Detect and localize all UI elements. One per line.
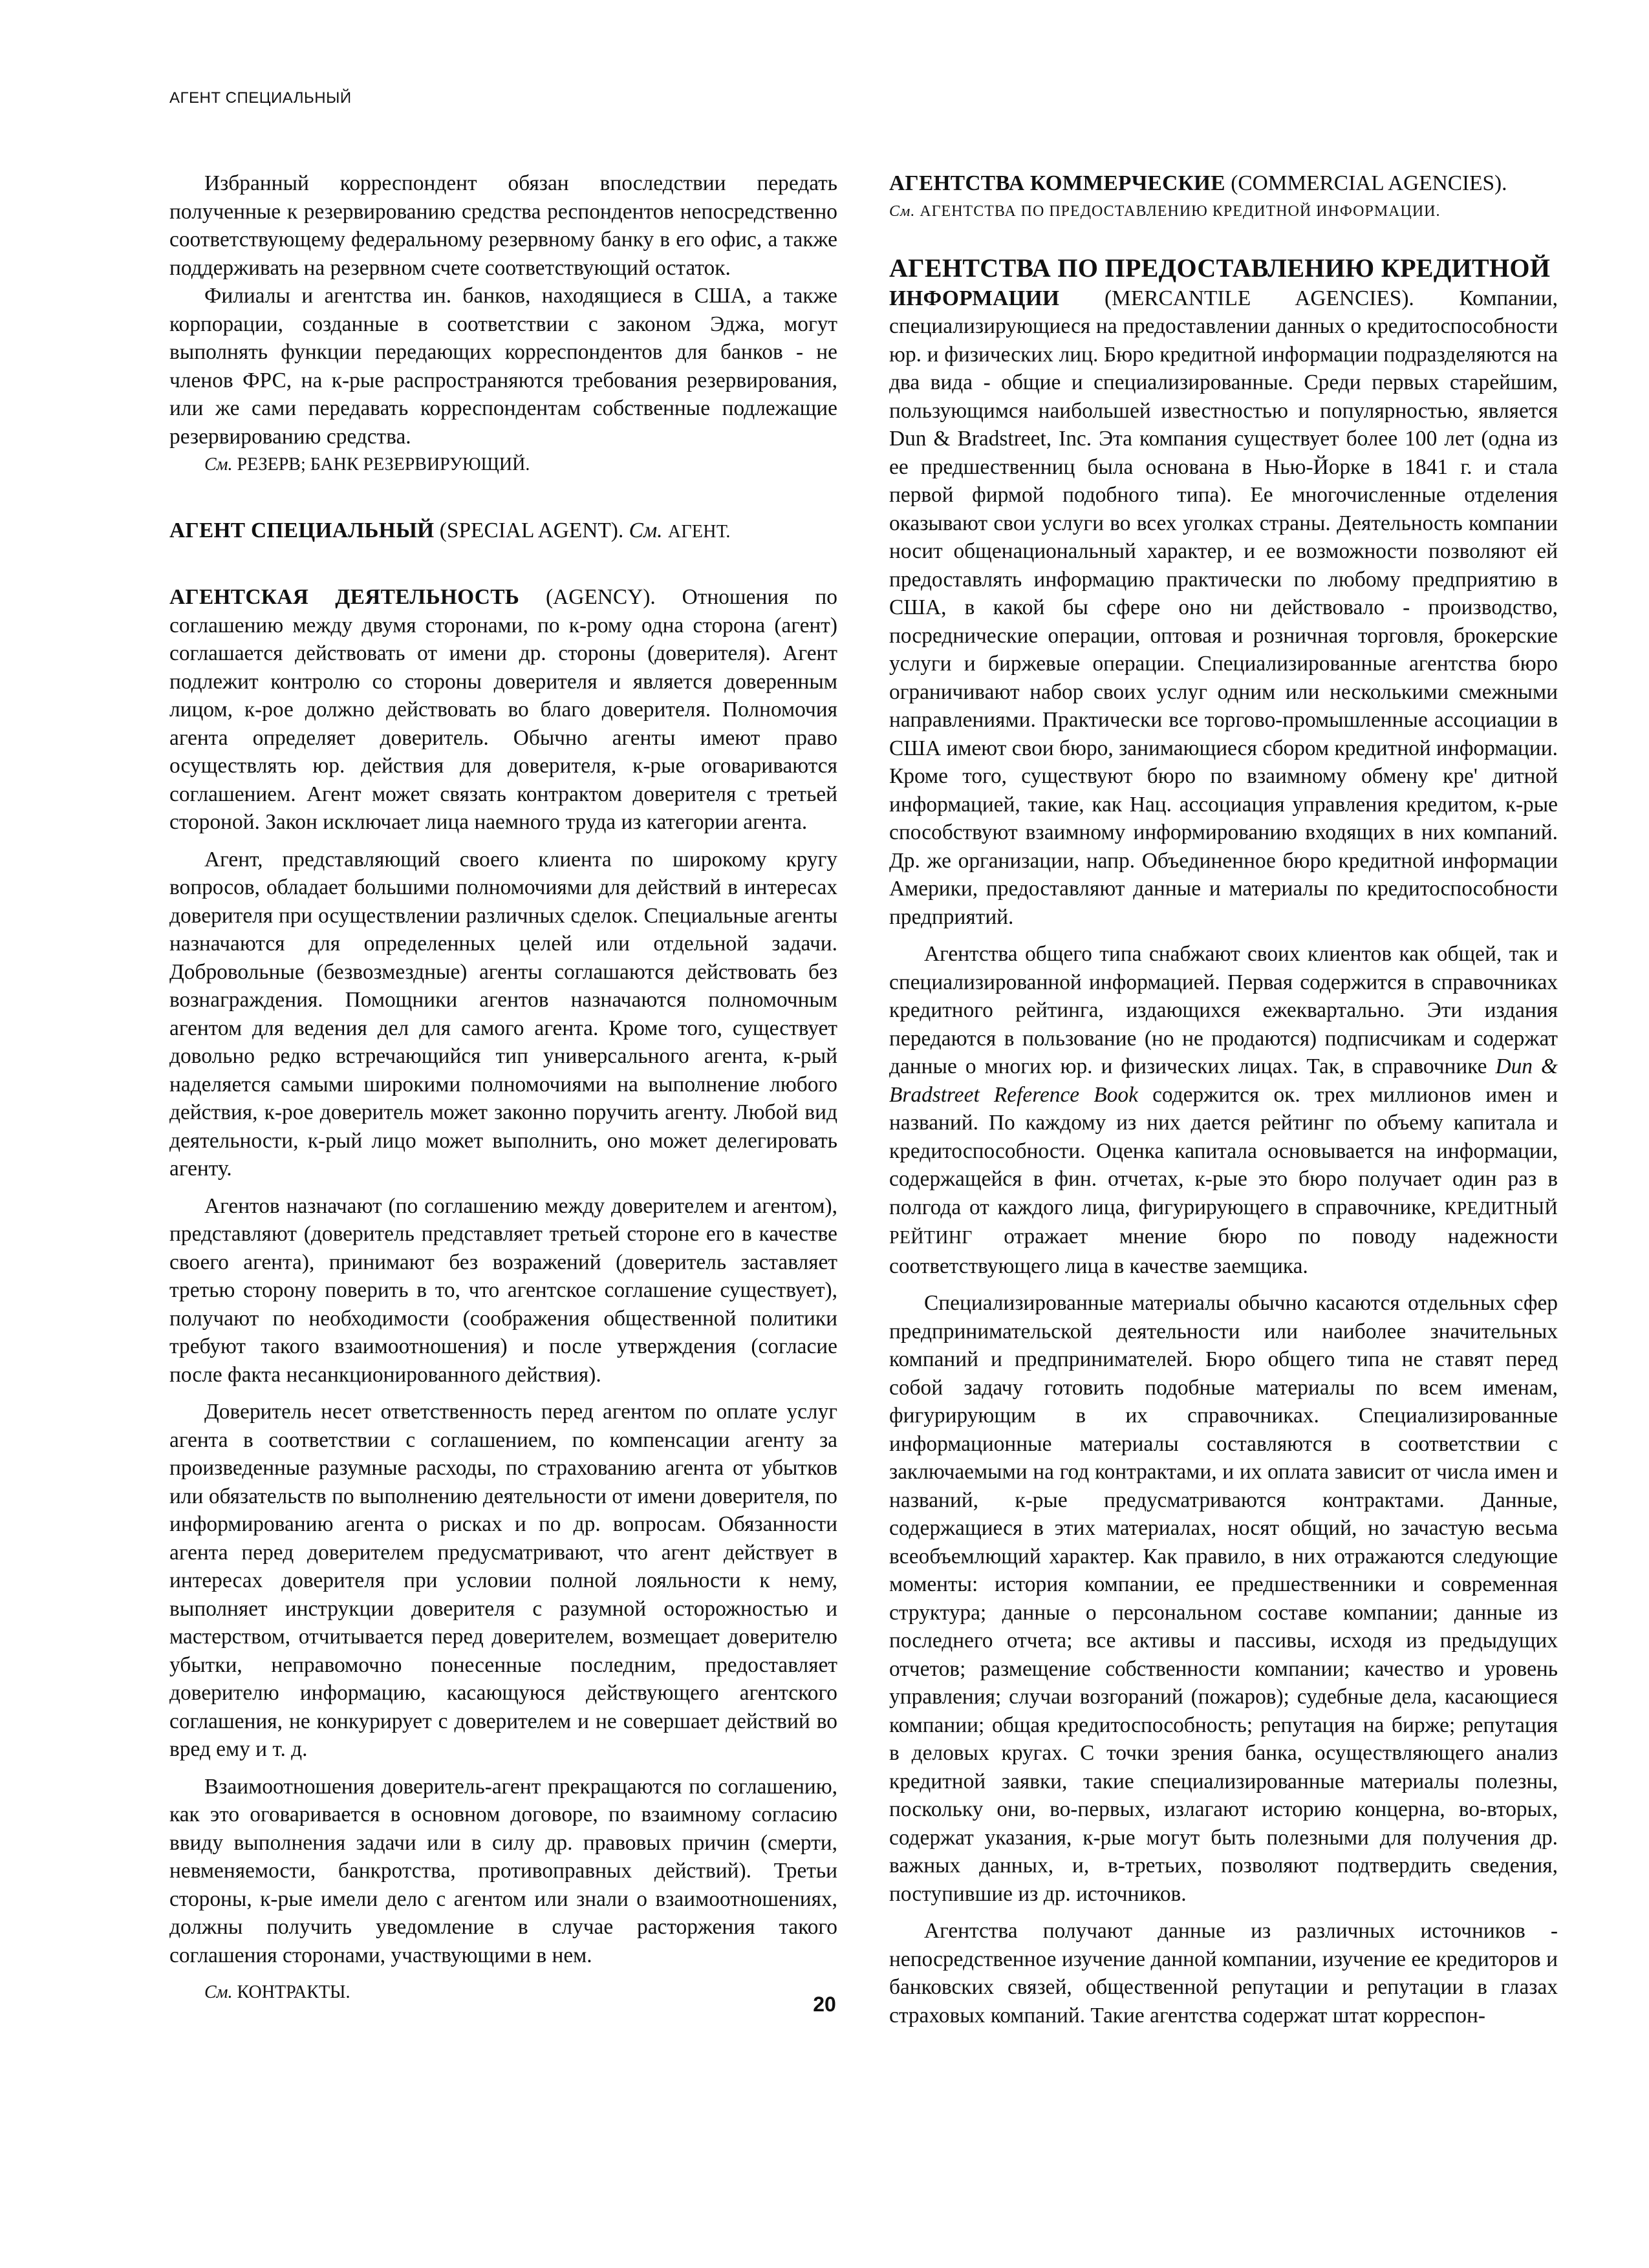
right-column (889, 169, 1558, 2029)
text-segment: содержится ок. трех миллионов имен и названий. По каждому из них дается рейтинг по объему капитала и кредитоспособности. Оценка капитала основывается на информации, содержащейся в фин. отчетах, к-рые это бюро получает один раз в полгода от каждого лица, фигурирующего в справочнике, (889, 1082, 1558, 1219)
paragraph-appointment: Агентов назначают (по соглашению между доверителем и агентом), представляют (доверитель представляет третьей стороне его в качестве своего агента), принимают без возражений (доверитель заставляет третью сторону поверить в то, что агентское соглашение существует), получают по необходимости (соображения общественной политики требуют такого взаимоотношения) и после утверждения (согласие после факта несанкционированного действия). (169, 1193, 837, 1387)
see-target: РЕЗЕРВ; БАНК РЕЗЕРВИРУЮЩИЙ. (237, 455, 530, 475)
left-column (169, 169, 837, 2007)
english-term: (SPECIAL AGENT). (439, 518, 624, 542)
headword: АГЕНТСКАЯ ДЕЯТЕЛЬНОСТЬ (169, 585, 520, 609)
paragraph-branches: Филиалы и агентства ин. банков, находящиеся в США, а также корпорации, созданные в соответствии с законом Эджа, могут выполнять функции передающих корреспондентов для банков - не членов ФРС, на к-рые распространяются требования резервирования, или же сами передавать корреспондентам собственные подлежащие резервированию средства. (169, 284, 837, 449)
paragraph-termination: Взаимоотношения доверитель-агент прекращаются по соглашению, как это оговаривается в основном договоре, по взаимному согласию ввиду выполнения задачи или в силу др. правовых причин (смерти, невменяемости, банкротства, противоправных действий). Третьи стороны, к-рые имели дело с агентом или знали о взаимоотношениях, должны получить уведомление в случае расторжения такого соглашения сторонами, участвующими в нем. (169, 1774, 837, 1967)
english-term: (COMMERCIAL AGENCIES). (1231, 171, 1507, 195)
entry-mercantile-agencies (889, 254, 1558, 931)
paragraph-sources: Агентства получают данные из различных источников - непосредственное изучение данной компании, изучение ее кредиторов и банковских связей, общественной репутации и репутации в глазах страховых компаний. Такие агентства содержат штат корреспон- (889, 1919, 1558, 2027)
paragraph-specialized-materials: Специализированные материалы обычно касаются отдельных сфер предпринимательской деятельности или наиболее значительных компаний и предпринимателей. Бюро общего типа не ставят перед собой задачу готовить подобные материалы по всем именам, фигурирующим в их справочниках. Специализированные информационные материалы составляются в соответствии с заключаемыми на год контрактами, и их оплата зависит от числа имен и названий, к-рые предусматриваются контрактами. Данные, содержащиеся в этих материалах, носят общий, но зачастую весьма всеобъемлющий характер. Как правило, в них отражаются следующие моменты: история компании, ее предшественники и современная структура; данные о персональном составе компании; данные из последнего отчета; все активы и пассивы, исходя из предыдущих отчетов; размещение собственности компании; качество и уровень управления; случаи возгораний (пожаров); судебные дела, касающиеся компании; общая кредитоспособность; репутация на бирже; репутация в деловых кругах. С точки зрения банка, осуществляющего анализ кредитной заявки, такие специализированные материалы полезны, поскольку они, во-первых, излагают историю концерна, во-вторых, содержат указания, к-рые могут быть полезными для получения др. важных данных, и, в-третьих, позволяют подтвердить сведения, поступившие из др. источников. (889, 1291, 1558, 1906)
page-number: 20 (813, 1993, 836, 2016)
see-target: КОНТРАКТЫ. (237, 1982, 350, 2002)
headword: АГЕНТ СПЕЦИАЛЬНЫЙ (169, 518, 435, 542)
entry-agency (169, 583, 837, 837)
see-label: См. (629, 518, 663, 542)
entry-special-agent (169, 517, 837, 546)
running-head: АГЕНТ СПЕЦИАЛЬНЫЙ (169, 89, 352, 107)
english-term: (AGENCY). (546, 585, 656, 609)
cross-reference-reserve (169, 451, 837, 479)
see-label: См. (204, 1982, 233, 2002)
cross-reference-credit-info (889, 198, 1558, 226)
definition: Компании, специализирующиеся на предоставлении данных о кредитоспособности юр. и физических лиц. Бюро кредитной информации подразделяются на два вида - общие и специализированные. Среди первых старейшим, пользующимся наибольшей известностью и популярностью, является Dun & Bradstreet, Inc. Эта компания существует более 100 лет (одна из ее предшественниц была основана в Нью-Йорке в 1841 г. и стала первой фирмой подобного типа). Ее многочисленные отделения оказывают свои услуги во всех уголках страны. Деятельность компании носит общенациональный характер, и ее возможности позволяют ей предоставлять информацию практически по любому предприятию в США, в какой бы сфере оно ни действовало - производство, посреднические операции, оптовая и розничная торговля, брокерские услуги и биржевые операции. Специализированные агентства бюро ограничивают набор своих услуг одним или несколькими смежными направлениями. Практически все торгово-промышленные ассоциации в США имеют свои бюро, занимающиеся сбором кредитной информации. Кроме того, существуют бюро по взаимному обмену кре' дитной информацией, такие, как Нац. ассоциация управления кредитом, к-рые способствуют взаимному информированию входящих в них компаний. Др. же организации, напр. Объединенное бюро кредитной информации Америки, предоставляют данные и материалы по кредитоспособности предприятий. (889, 286, 1558, 929)
headword-line-1: АГЕНТСТВА ПО ПРЕДОСТАВЛЕНИЮ КРЕДИТНОЙ (889, 253, 1551, 283)
english-term: (MERCANTILE AGENCIES). (1105, 286, 1414, 310)
see-target: АГЕНТСТВА ПО ПРЕДОСТАВЛЕНИЮ КРЕДИТНОЙ ИНФОРМАЦИИ. (920, 202, 1441, 220)
see-target: АГЕНТ. (667, 521, 731, 542)
paragraph-agent-types: Агент, представляющий своего клиента по широкому кругу вопросов, обладает большими полномочиями для действий в интересах доверителя при осуществлении различных сделок. Специальные агенты назначаются для определенных целей или отдельной задачи. Добровольные (безвозмездные) агенты соглашаются действовать без вознаграждения. Помощники агентов назначаются полномочным агентом для ведения дел для самого агента. Кроме того, существует довольно редко встречающийся тип универсального агента, к-рый наделяется самыми широкими полномочиями на выполнение любого действия, к-рое доверитель может законно поручить агенту. Любой вид деятельности, к-рый лицо может выполнить, оно может делегировать агенту. (169, 847, 837, 1181)
reference-book-title: Dun & Bradstreet Reference Book (889, 1054, 1558, 1107)
paragraph-general-agencies (889, 940, 1558, 1280)
headword-line-2: ИНФОРМАЦИИ (889, 286, 1060, 310)
definition: Отношения по соглашению между двумя сторонами, по к-рому одна сторона (агент) соглашается действовать от имени др. стороны (доверителя). Агент подлежит контролю со стороны доверителя и является доверенным лицом, к-рое должно действовать во благо доверителя. Полномочия агента определяет доверитель. Обычно агенты имеют право осуществлять юр. действия для доверителя, к-рые оговариваются соглашением. Агент может связать контрактом доверителя с третьей стороной. Закон исключает лица наемного труда из категории агента. (169, 585, 837, 834)
entry-commercial-agencies (889, 169, 1558, 198)
headword: АГЕНТСТВА КОММЕРЧЕСКИЕ (889, 171, 1225, 195)
text-segment: отражает мнение бюро по поводу надежности соответствующего лица в качестве заемщика. (889, 1225, 1558, 1278)
see-label: См. (204, 455, 233, 475)
see-label: См. (889, 202, 916, 220)
paragraph-correspondent: Избранный корреспондент обязан впоследствии передать полученные к резервированию средства респондентов непосредственно соответствующему федеральному резервному банку в его офис, а также поддерживать на резервном счете соответствующий остаток. (169, 171, 837, 280)
paragraph-principal-duties: Доверитель несет ответственность перед агентом по оплате услуг агента в соответствии с соглашением, по компенсации агенту за произведенные разумные расходы, по страхованию агента от убытков или обязательств по выполнению деятельности от имени доверителя, по информированию агента о рисках и по др. вопросам. Обязанности агента перед доверителем предусматривают, что агент действует в интересах доверителя при условии полной лояльности к нему, выполняет инструкции доверителя с разумной осторожностью и мастерством, отчитывается перед доверителем, возмещает доверителю убытки, неправомочно понесенные последним, предоставляет доверителю информацию, касающуюся действующего агентского соглашения, не конкурирует с доверителем и не совершает действий во вред ему и т. д. (169, 1400, 837, 1761)
text-segment: Агентства общего типа снабжают своих клиентов как общей, так и специализированной информацией. Первая содержится в справочниках кредитного рейтинга, издающихся ежеквартально. Эти издания передаются в пользование (но не продаются) подписчикам и содержат данные о многих юр. и физических лицах. Так, в справочнике (889, 942, 1558, 1078)
cross-reference-credit-rating: КРЕДИТНЫЙ РЕЙТИНГ (889, 1198, 1558, 1248)
